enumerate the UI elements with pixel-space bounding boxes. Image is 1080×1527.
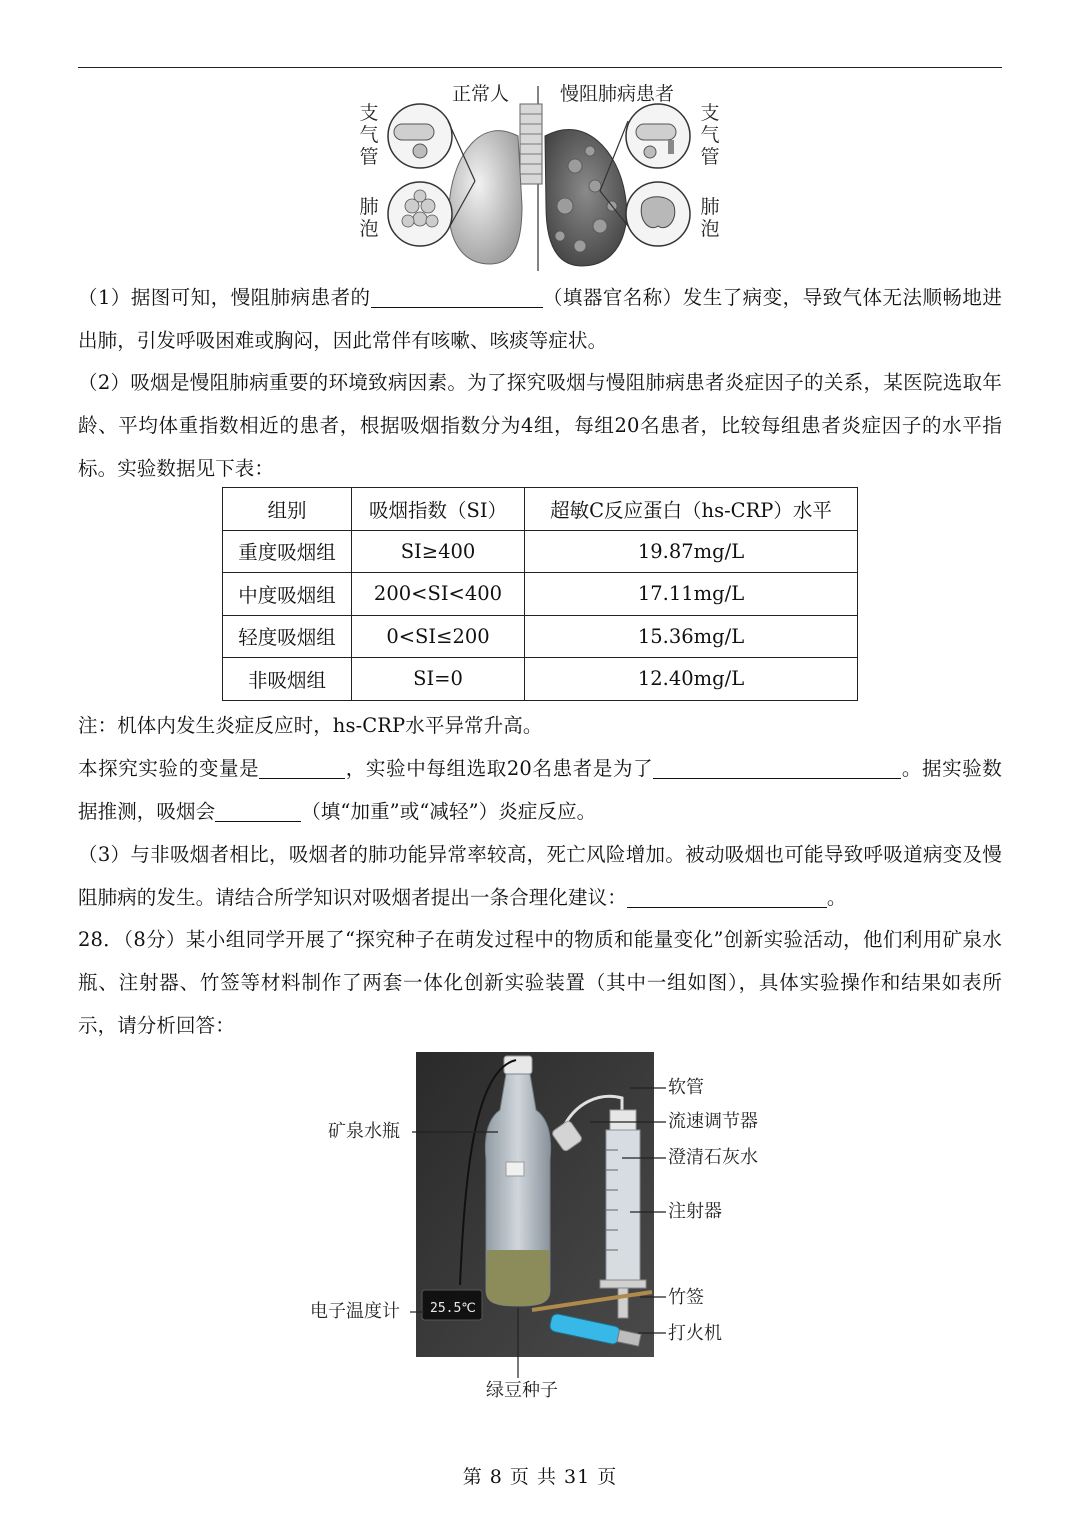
table-cell: SI=0	[352, 658, 525, 701]
table-header-cell: 组别	[223, 488, 352, 531]
q2-text-d: （填“加重”或“减轻”）炎症反应。	[301, 800, 597, 823]
q1-answer-blank[interactable]	[371, 285, 543, 308]
q3-advice-blank[interactable]	[627, 885, 827, 908]
label-bronchus-right: 支气管	[700, 102, 720, 168]
table-cell: 17.11mg/L	[525, 573, 858, 616]
q1-text-a: （1）据图可知，慢阻肺病患者的	[78, 286, 371, 309]
question-2-intro: （2）吸烟是慢阻肺病重要的环境致病因素。为了探究吸烟与慢阻肺病患者炎症因子的关系，某医院选取年龄、平均体重指数相近的患者，根据吸烟指数分为4组，每组20名患者，比较每组患者炎症因子的水平指标。实验数据见下表：	[78, 371, 1002, 480]
table-note: 注：机体内发生炎症反应时，hs-CRP水平异常升高。	[78, 714, 543, 737]
label-alveoli-left: 肺泡	[359, 196, 379, 240]
question-28: 28．（8分）某小组同学开展了“探究种子在萌发过程中的物质和能量变化”创新实验活动，他们利用矿泉水瓶、注射器、竹签等材料制作了两套一体化创新实验装置（其中一组如图），具体实验操作和结果如表所示，请分析回答：	[78, 928, 1002, 1037]
q2-effect-blank[interactable]	[215, 799, 301, 822]
label-copd-patient: 慢阻肺病患者	[560, 83, 675, 105]
table-header-cell: 吸烟指数（SI）	[352, 488, 525, 531]
label-mung-bean-seeds: 绿豆种子	[486, 1380, 558, 1401]
lung-illustration	[350, 76, 730, 276]
lung-comparison-figure	[350, 76, 730, 276]
table-cell: 重度吸烟组	[223, 530, 352, 573]
table-row	[223, 530, 858, 573]
bottle-cap	[504, 1056, 532, 1074]
normal-lung	[449, 131, 522, 264]
label-alveoli-right: 肺泡	[700, 196, 720, 240]
question-1	[78, 276, 1002, 362]
table-row	[223, 573, 858, 616]
syringe	[606, 1130, 640, 1280]
table-cell: 19.87mg/L	[525, 530, 858, 573]
label-soft-tube: 软管	[668, 1077, 704, 1098]
table-cell: SI≥400	[352, 530, 525, 573]
table-cell: 15.36mg/L	[525, 615, 858, 658]
question-2-blanks	[78, 747, 1002, 833]
label-normal-person: 正常人	[452, 83, 510, 105]
apparatus-photo	[300, 1050, 780, 1410]
table-header-row	[223, 488, 858, 531]
label-electronic-thermometer: 电子温度计	[310, 1301, 400, 1322]
table-cell: 非吸烟组	[223, 658, 352, 701]
label-limewater: 澄清石灰水	[668, 1147, 758, 1168]
header-rule	[78, 67, 1002, 68]
page-footer: 第 8 页 共 31 页	[462, 1466, 618, 1488]
q2-text-a: 本探究实验的变量是	[78, 757, 260, 780]
table-row	[223, 615, 858, 658]
label-syringe: 注射器	[668, 1201, 722, 1222]
q2-purpose-blank[interactable]	[653, 756, 901, 779]
table-cell: 12.40mg/L	[525, 658, 858, 701]
question-3	[78, 833, 1002, 919]
label-bamboo-stick: 竹签	[668, 1287, 704, 1308]
thermometer-reading: 25.5℃	[430, 1301, 476, 1316]
table-cell: 0<SI≤200	[352, 615, 525, 658]
table-cell: 轻度吸烟组	[223, 615, 352, 658]
q3-text-a: （3）与非吸烟者相比，吸烟者的肺功能异常率较高，死亡风险增加。被动吸烟也可能导致呼吸道病变及慢阻肺病的发生。请结合所学知识对吸烟者提出一条合理化建议：	[78, 843, 1002, 909]
table-header-cell: 超敏C反应蛋白（hs-CRP）水平	[525, 488, 858, 531]
table-cell: 200<SI<400	[352, 573, 525, 616]
mung-bean-seeds	[486, 1250, 550, 1306]
q1-text-b: （填器官名称）发生了病变，导致气体无法顺畅地进出肺，引发呼吸困难或胸闷，因此常伴有咳嗽、咳痰等症状。	[78, 286, 1002, 352]
smoking-crp-table	[222, 487, 858, 701]
q2-text-c: 。据实验数据推测，吸烟会	[78, 757, 1002, 823]
q2-variable-blank[interactable]	[259, 756, 345, 779]
table-row	[223, 658, 858, 701]
label-flow-regulator: 流速调节器	[668, 1111, 758, 1132]
apparatus-figure	[300, 1050, 780, 1410]
q2-text-b: ，实验中每组选取20名患者是为了	[345, 757, 654, 780]
q3-text-b: 。	[826, 886, 847, 909]
table-cell: 中度吸烟组	[223, 573, 352, 616]
label-lighter: 打火机	[668, 1323, 722, 1344]
label-mineral-water-bottle: 矿泉水瓶	[328, 1121, 400, 1142]
label-bronchus-left: 支气管	[359, 102, 379, 168]
